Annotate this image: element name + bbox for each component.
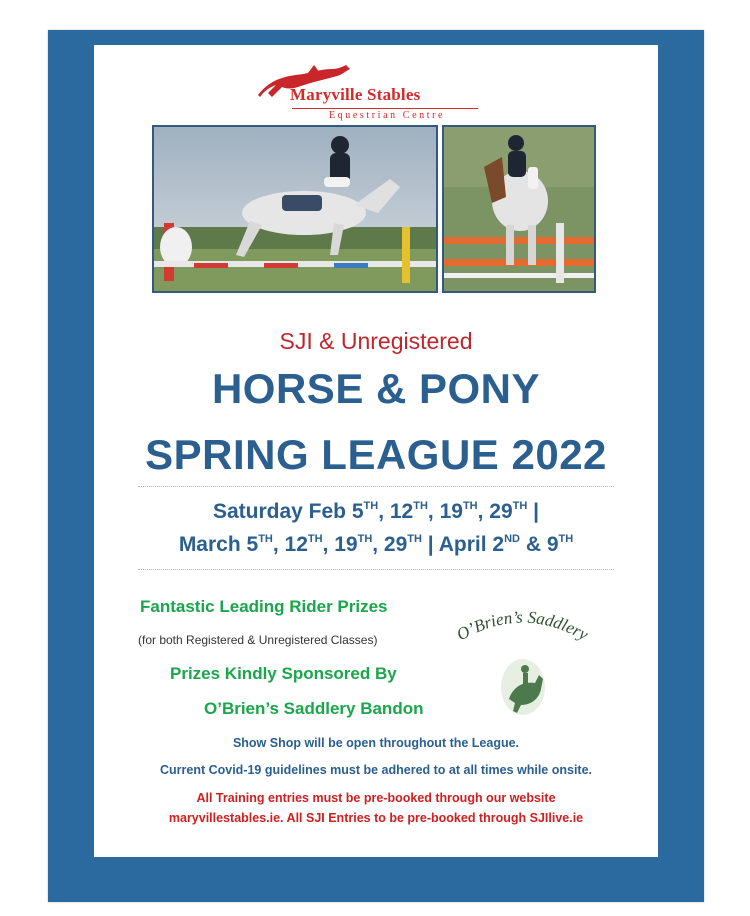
logo-subtitle: Equestrian Centre — [328, 110, 446, 121]
dates-line2: March 5TH, 12TH, 19TH, 29TH | April 2ND & 9TH — [178, 533, 574, 556]
logo-divider — [292, 108, 478, 109]
entries-note-line1: All Training entries must be pre-booked through our website — [196, 791, 556, 805]
poster — [94, 45, 658, 857]
sponsor-name: O’Brien’s Saddlery Bandon — [204, 699, 424, 718]
prize-note: (for both Registered & Unregistered Classes) — [138, 633, 378, 647]
obriens-saddlery-logo — [451, 603, 611, 723]
divider-bottom — [138, 569, 614, 570]
event-title-line1: HORSE & PONY — [211, 365, 541, 412]
prize-headline: Fantastic Leading Rider Prizes — [140, 597, 388, 616]
logo-name: Maryville Stables — [290, 85, 421, 104]
entries-note-line2: maryvillestables.ie. All SJI Entries to be pre-booked through SJIlive.ie — [168, 811, 584, 825]
sponsored-by: Prizes Kindly Sponsored By — [170, 664, 397, 683]
divider-top — [138, 486, 614, 487]
event-title-line2: SPRING LEAGUE 2022 — [145, 431, 607, 478]
dates-line1: Saturday Feb 5TH, 12TH, 19TH, 29TH | — [212, 500, 540, 523]
sponsor-logo-text: O’Brien’s Saddlery — [453, 607, 592, 645]
event-subtitle: SJI & Unregistered — [279, 328, 473, 354]
show-jumping-photo-grey-horse — [152, 125, 438, 293]
show-jumping-photo-bay-horse — [442, 125, 596, 293]
covid-note: Current Covid-19 guidelines must be adhered to at all times while onsite. — [159, 763, 593, 777]
show-shop-note: Show Shop will be open throughout the League. — [232, 736, 520, 750]
maryville-logo — [254, 63, 504, 123]
